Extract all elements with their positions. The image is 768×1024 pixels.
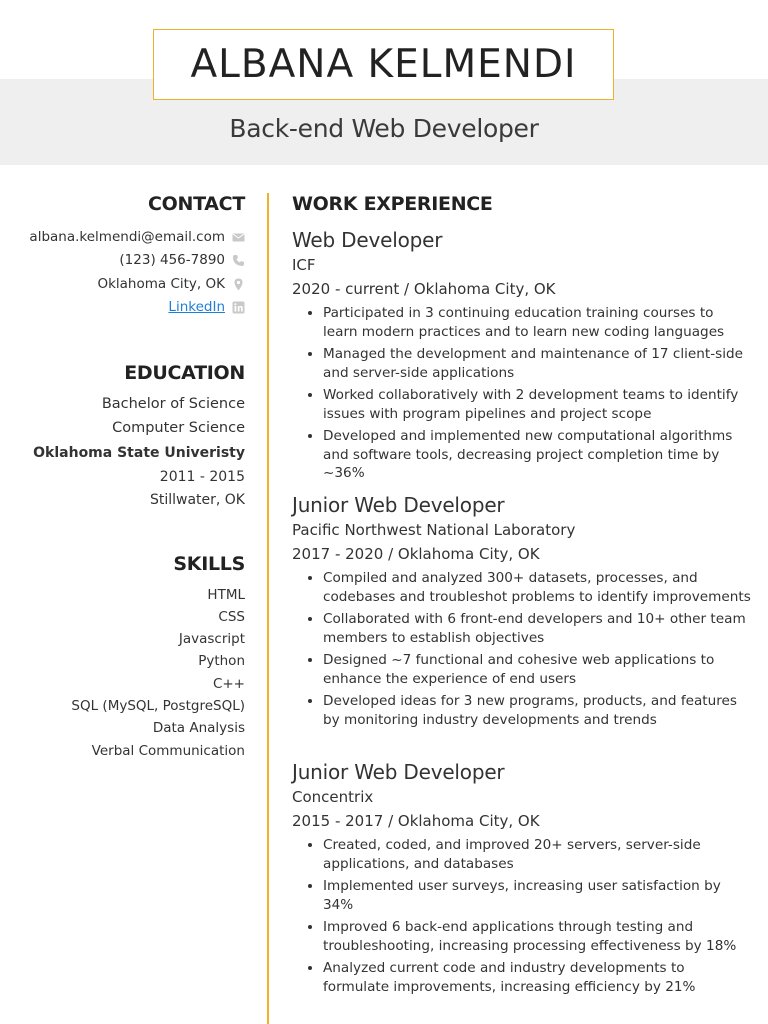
job-role: Junior Web Developer bbox=[292, 493, 505, 517]
job-title: Back-end Web Developer bbox=[229, 114, 539, 143]
job-bullets bbox=[292, 304, 752, 483]
job-bullet: • Created, coded, and improved 20+ servers, server-side applications, and databases bbox=[323, 836, 752, 873]
job-bullet: • Participated in 3 continuing education training courses to learn modern practices and to learn new coding languages bbox=[323, 304, 752, 341]
job-entry bbox=[292, 228, 752, 487]
contact-location-row bbox=[97, 276, 245, 292]
linkedin-icon bbox=[232, 301, 245, 314]
job-bullet: • Designed ~7 functional and cohesive web applications to enhance the experience of end users bbox=[323, 651, 752, 688]
job-meta: 2015 - 2017 / Oklahoma City, OK bbox=[292, 812, 540, 830]
job-meta: 2020 - current / Oklahoma City, OK bbox=[292, 280, 556, 298]
job-company: Concentrix bbox=[292, 788, 374, 806]
contact-location: Oklahoma City, OK bbox=[97, 276, 225, 292]
job-role: Junior Web Developer bbox=[292, 760, 505, 784]
skill-item: C++ bbox=[212, 676, 245, 692]
work-experience-heading: WORK EXPERIENCE bbox=[292, 193, 493, 215]
job-bullet: • Compiled and analyzed 300+ datasets, processes, and codebases and troubleshot problems to identify improvements bbox=[323, 569, 752, 606]
skills-heading: SKILLS bbox=[173, 553, 245, 575]
contact-heading: CONTACT bbox=[148, 193, 245, 215]
job-bullet: • Developed and implemented new computational algorithms and software tools, decreasing project completion time by ~36% bbox=[323, 427, 752, 483]
job-meta: 2017 - 2020 / Oklahoma City, OK bbox=[292, 545, 540, 563]
job-bullet: • Implemented user surveys, increasing user satisfaction by 34% bbox=[323, 877, 752, 914]
job-company: Pacific Northwest National Laboratory bbox=[292, 521, 576, 539]
envelope-icon bbox=[232, 231, 245, 244]
contact-phone: (123) 456-7890 bbox=[119, 252, 225, 268]
skill-item: SQL (MySQL, PostgreSQL) bbox=[71, 698, 245, 714]
skill-item: Javascript bbox=[178, 631, 245, 647]
education-location: Stillwater, OK bbox=[149, 492, 245, 508]
job-bullet: • Developed ideas for 3 new programs, products, and features by monitoring industry developments and trends bbox=[323, 692, 752, 729]
education-degree: Bachelor of Science bbox=[101, 396, 245, 412]
job-entry bbox=[292, 493, 752, 733]
skill-item: HTML bbox=[207, 587, 245, 603]
map-pin-icon bbox=[232, 278, 245, 291]
skill-item: Data Analysis bbox=[152, 720, 245, 736]
job-bullet: • Managed the development and maintenance of 17 client-side and server-side applications bbox=[323, 345, 752, 382]
linkedin-link[interactable]: LinkedIn bbox=[168, 299, 225, 315]
education-field: Computer Science bbox=[112, 420, 245, 436]
contact-linkedin-row bbox=[168, 299, 245, 315]
job-company: ICF bbox=[292, 256, 316, 274]
skill-item: Python bbox=[198, 653, 245, 669]
contact-email[interactable]: albana.kelmendi@email.com bbox=[29, 229, 225, 245]
job-bullet: • Improved 6 back-end applications through testing and troubleshooting, increasing processing effectiveness by 18% bbox=[323, 918, 752, 955]
column-divider bbox=[267, 193, 269, 1024]
name-box bbox=[153, 29, 614, 100]
job-bullet: • Analyzed current code and industry developments to formulate improvements, increasing efficiency by 21% bbox=[323, 959, 752, 996]
skill-item: CSS bbox=[218, 609, 245, 625]
job-bullets bbox=[292, 569, 752, 729]
job-role: Web Developer bbox=[292, 228, 443, 252]
education-school: Oklahoma State Univeristy bbox=[33, 445, 245, 461]
contact-email-row bbox=[29, 229, 245, 245]
skill-item: Verbal Communication bbox=[91, 743, 245, 759]
job-bullets bbox=[292, 836, 752, 996]
education-heading: EDUCATION bbox=[124, 362, 245, 384]
job-bullet: • Collaborated with 6 front-end developers and 10+ other team members to establish objectives bbox=[323, 610, 752, 647]
candidate-name: ALBANA KELMENDI bbox=[190, 42, 577, 87]
education-years: 2011 - 2015 bbox=[159, 469, 245, 485]
phone-icon bbox=[232, 254, 245, 267]
job-entry bbox=[292, 760, 752, 1000]
contact-phone-row bbox=[119, 252, 245, 268]
job-bullet: • Worked collaboratively with 2 development teams to identify issues with program pipelines and project scope bbox=[323, 386, 752, 423]
